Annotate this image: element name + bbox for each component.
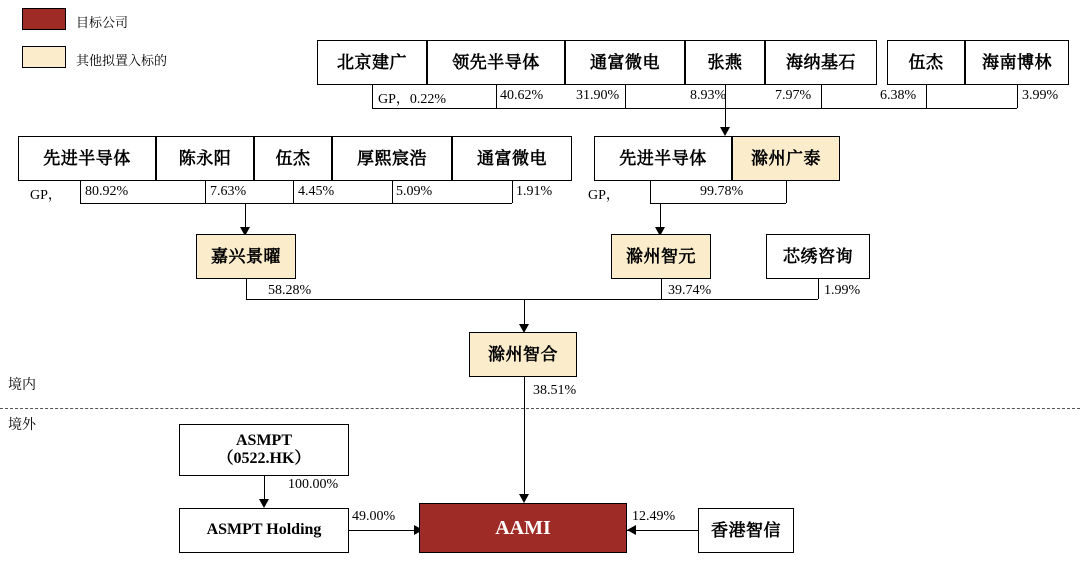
pct-zhiyuan-to-zhihe: 39.74% (668, 283, 712, 298)
arrow-zhihe-to-aami (519, 494, 529, 503)
node-asmpt[interactable] (179, 424, 349, 476)
line-jingyao-drop (246, 279, 247, 299)
line-xianjin-right-drop (650, 181, 651, 203)
pct-jingyao-to-zhihe: 58.28% (268, 283, 312, 298)
node-tongfu-weidian-mid[interactable]: 通富微电 (452, 136, 572, 181)
node-hainan-bolin[interactable]: 海南博林 (965, 40, 1069, 85)
node-xianjin-bandaoti-right[interactable]: 先进半导体 (594, 136, 732, 181)
node-asmpt-holding[interactable]: ASMPT Holding (179, 508, 349, 553)
line-xianjin-left-drop (80, 181, 81, 203)
node-chuzhou-guangtai[interactable]: 滁州广泰 (732, 136, 840, 181)
node-haina-jishi[interactable]: 海纳基石 (765, 40, 877, 85)
line-bus-row2-left-to-jingyao (245, 203, 246, 229)
line-beijing-jianguang-drop (372, 85, 373, 108)
pct-gp-mid-left: 80.92% (85, 184, 129, 199)
line-asmpt-to-holding (264, 476, 265, 501)
zone-label-overseas: 境外 (8, 416, 36, 432)
line-tongfu-mid-drop (512, 181, 513, 203)
pct-zhangyan: 8.93% (690, 88, 727, 103)
bus-row1 (372, 108, 1017, 109)
node-hongkong-zhixin[interactable]: 香港智信 (698, 508, 794, 553)
divider-domestic-overseas (0, 408, 1080, 409)
line-wujie-top-drop (926, 85, 927, 108)
pct-houxi: 5.09% (396, 184, 433, 199)
legend-swatch-other (22, 46, 66, 68)
node-asmpt-line1: ASMPT (236, 431, 292, 449)
line-hainanbolin-drop (1017, 85, 1018, 108)
legend-label-other: 其他拟置入标的 (76, 53, 168, 68)
node-beijing-jianguang[interactable]: 北京建广 (317, 40, 427, 85)
gp-label-left: GP， (30, 188, 62, 203)
line-zhihe-to-aami (524, 377, 525, 496)
pct-xinxiu-to-zhihe: 1.99% (824, 283, 861, 298)
line-hongkong-zhixin-to-aami (627, 530, 698, 531)
line-lingxian-drop (496, 85, 497, 108)
line-bus-row2-right-to-zhiyuan (660, 203, 661, 229)
node-houxi-chenhao[interactable]: 厚熙宸浩 (332, 136, 452, 181)
bus-row2-left (80, 203, 512, 204)
line-wujie-mid-drop (293, 181, 294, 203)
pct-hainajishi: 7.97% (775, 88, 812, 103)
node-jiaxing-jingyao[interactable]: 嘉兴景曜 (196, 234, 296, 279)
node-xianjin-bandaoti-left[interactable]: 先进半导体 (18, 136, 156, 181)
pct-wujie-top: 6.38% (880, 88, 917, 103)
line-zhiyuan-drop (661, 279, 662, 299)
node-asmpt-line2: （0522.HK） (217, 450, 311, 467)
node-aami[interactable]: AAMI (419, 503, 627, 553)
line-xinxiu-drop (818, 279, 819, 299)
legend-label-target: 目标公司 (76, 15, 129, 30)
pct-wujie-mid: 4.45% (298, 184, 335, 199)
line-houxi-drop (392, 181, 393, 203)
legend-swatch-target (22, 8, 66, 30)
pct-hainanbolin: 3.99% (1022, 88, 1059, 103)
bus-row2-right (650, 203, 786, 204)
gp-label-right: GP， (588, 188, 620, 203)
line-guangtai-drop (786, 181, 787, 203)
line-bus-row1-to-guangtai (725, 108, 726, 129)
arrow-asmpt-to-holding (259, 499, 269, 508)
node-chuzhou-zhihe[interactable]: 滁州智合 (469, 332, 577, 377)
arrow-bus-row1-to-guangtai (720, 127, 730, 136)
pct-asmpt-to-holding: 100.00% (288, 477, 339, 492)
node-zhang-yan[interactable]: 张燕 (685, 40, 765, 85)
line-tongfu-top-drop (625, 85, 626, 108)
node-tongfu-weidian-top[interactable]: 通富微电 (565, 40, 685, 85)
pct-hongkong-zhixin-to-aami: 12.49% (632, 509, 676, 524)
node-lingxian-bandaoti[interactable]: 领先半导体 (427, 40, 565, 85)
line-holding-to-aami (349, 530, 417, 531)
zone-label-domestic: 境内 (8, 376, 36, 392)
line-hainajishi-drop (821, 85, 822, 108)
pct-lingxian: 40.62% (500, 88, 544, 103)
pct-chenyongyang: 7.63% (210, 184, 247, 199)
pct-tongfu-top: 31.90% (576, 88, 620, 103)
node-chen-yongyang[interactable]: 陈永阳 (156, 136, 254, 181)
arrow-hongkong-zhixin-to-aami (627, 525, 636, 535)
bus-row3 (246, 299, 818, 300)
node-xinxiu-zixun[interactable]: 芯绣咨询 (766, 234, 870, 279)
pct-holding-to-aami: 49.00% (352, 509, 396, 524)
pct-zhihe-to-aami: 38.51% (533, 383, 577, 398)
pct-guangtai: 99.78% (700, 184, 744, 199)
line-chenyongyang-drop (205, 181, 206, 203)
node-wu-jie-top[interactable]: 伍杰 (887, 40, 965, 85)
pct-tongfu-mid: 1.91% (516, 184, 553, 199)
line-bus-row3-to-zhihe (524, 299, 525, 326)
node-chuzhou-zhiyuan[interactable]: 滁州智元 (611, 234, 711, 279)
pct-gp-top: GP，0.22% (378, 92, 447, 107)
node-wu-jie-mid[interactable]: 伍杰 (254, 136, 332, 181)
